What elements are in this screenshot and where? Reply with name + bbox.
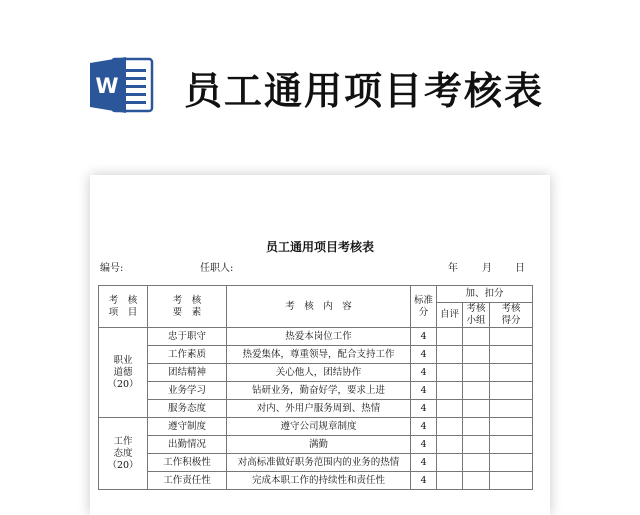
score-cell[interactable] (490, 346, 533, 364)
assessment-table (98, 285, 533, 490)
group-cell[interactable] (463, 472, 490, 490)
header-content: 考 核 内 容 (227, 286, 411, 328)
element-cell: 遵守制度 (148, 418, 227, 436)
table-row (99, 346, 533, 364)
score-cell[interactable] (490, 418, 533, 436)
group-label: 职业 道德 （20） (99, 328, 148, 418)
number-label: 编号: (100, 263, 124, 274)
element-cell: 忠于职守 (148, 328, 227, 346)
header-group: 考核 小组 (463, 303, 490, 328)
document-title: 员工通用项目考核表 (265, 240, 374, 254)
self-cell[interactable] (437, 436, 463, 454)
banner-title: 员工通用项目考核表 (184, 69, 545, 113)
standard-cell: 4 (411, 472, 437, 490)
header-element: 考 核 要 素 (148, 286, 227, 328)
content-cell: 遵守公司规章制度 (227, 418, 411, 436)
standard-cell: 4 (411, 346, 437, 364)
header-item: 考 核 项 目 (99, 286, 148, 328)
self-cell[interactable] (437, 472, 463, 490)
standard-cell: 4 (411, 454, 437, 472)
employee-label: 任职人: (200, 263, 234, 274)
header-row (99, 286, 533, 303)
score-cell[interactable] (490, 328, 533, 346)
table-row (99, 454, 533, 472)
header-standard: 标准 分 (411, 286, 437, 328)
content-cell: 热爱本岗位工作 (227, 328, 411, 346)
group-cell[interactable] (463, 328, 490, 346)
standard-cell: 4 (411, 436, 437, 454)
content-cell: 钻研业务，勤奋好学，要求上进 (227, 382, 411, 400)
self-cell[interactable] (437, 328, 463, 346)
score-cell[interactable] (490, 364, 533, 382)
table-row (99, 328, 533, 346)
score-cell[interactable] (490, 382, 533, 400)
group-cell[interactable] (463, 454, 490, 472)
group-cell[interactable] (463, 436, 490, 454)
group-cell[interactable] (463, 418, 490, 436)
word-icon-letter: W (95, 74, 119, 98)
table-row (99, 418, 533, 436)
element-cell: 团结精神 (148, 364, 227, 382)
table-row (99, 400, 533, 418)
element-cell: 工作积极性 (148, 454, 227, 472)
element-cell: 工作责任性 (148, 472, 227, 490)
table-row (99, 382, 533, 400)
group-cell[interactable] (463, 346, 490, 364)
content-cell: 对高标准做好职务范围内的业务的热情 (227, 454, 411, 472)
self-cell[interactable] (437, 418, 463, 436)
table-row (99, 364, 533, 382)
group-label: 工作 态度 （20） (99, 418, 148, 490)
group-cell[interactable] (463, 400, 490, 418)
element-cell: 出勤情况 (148, 436, 227, 454)
self-cell[interactable] (437, 364, 463, 382)
banner (0, 0, 640, 170)
score-cell[interactable] (490, 436, 533, 454)
day-label: 日 (515, 263, 525, 274)
element-cell: 服务态度 (148, 400, 227, 418)
month-label: 月 (482, 263, 492, 274)
table-row (99, 472, 533, 490)
standard-cell: 4 (411, 328, 437, 346)
self-cell[interactable] (437, 382, 463, 400)
self-cell[interactable] (437, 400, 463, 418)
element-cell: 工作素质 (148, 346, 227, 364)
header-score: 考核 得分 (490, 303, 533, 328)
standard-cell: 4 (411, 418, 437, 436)
self-cell[interactable] (437, 346, 463, 364)
standard-cell: 4 (411, 400, 437, 418)
table-row (99, 436, 533, 454)
score-cell[interactable] (490, 472, 533, 490)
word-icon (90, 56, 154, 114)
score-cell[interactable] (490, 400, 533, 418)
standard-cell: 4 (411, 364, 437, 382)
group-cell[interactable] (463, 382, 490, 400)
group-cell[interactable] (463, 364, 490, 382)
content-cell: 满勤 (227, 436, 411, 454)
year-label: 年 (448, 263, 458, 274)
header-bonus: 加、扣分 (437, 286, 533, 303)
content-cell: 对内、外用户服务周到、热情 (227, 400, 411, 418)
score-cell[interactable] (490, 454, 533, 472)
self-cell[interactable] (437, 454, 463, 472)
content-cell: 热爱集体，尊重领导，配合支持工作 (227, 346, 411, 364)
content-cell: 关心他人，团结协作 (227, 364, 411, 382)
content-cell: 完成本职工作的持续性和责任性 (227, 472, 411, 490)
element-cell: 业务学习 (148, 382, 227, 400)
document-page (90, 175, 550, 515)
standard-cell: 4 (411, 382, 437, 400)
header-self: 自评 (437, 303, 463, 328)
